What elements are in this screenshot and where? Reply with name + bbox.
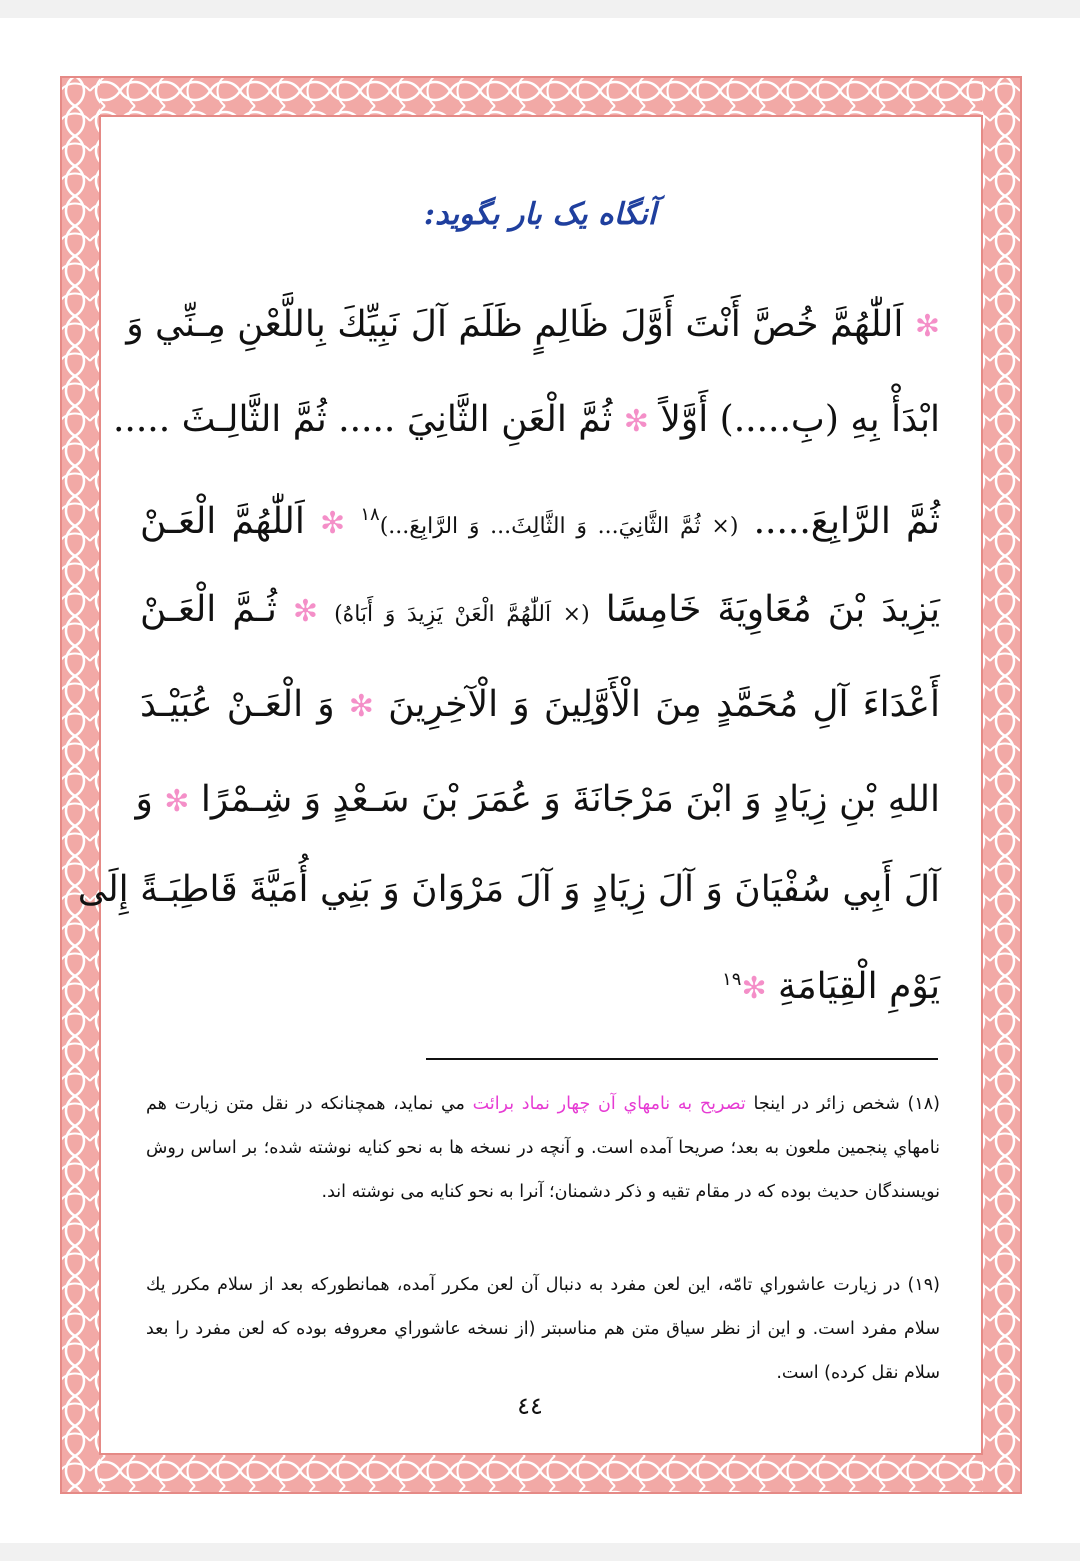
prayer-line-3 xyxy=(140,475,940,555)
page-content xyxy=(77,185,940,1445)
star-ornament-icon: ✻ xyxy=(623,404,649,439)
prayer-line-7 xyxy=(77,850,940,930)
footnote-18 xyxy=(146,1082,940,1214)
footnote-separator xyxy=(426,1058,938,1060)
star-ornament-icon: ✻ xyxy=(320,506,346,541)
prayer-text: ابْدَأْ بِهِ (بِ.....) أَوَّلاً xyxy=(660,399,940,440)
star-ornament-icon: ✻ xyxy=(914,309,940,344)
footnote-number: (١٩) xyxy=(907,1275,940,1295)
page-number: ٤٤ xyxy=(517,1392,543,1420)
footnote-number: (١٨) xyxy=(907,1094,940,1114)
prayer-line-4 xyxy=(140,570,940,650)
prayer-text: اَللّٰهُمَّ خُصَّ أَنْتَ أَوَّلَ ظَالِمٍ ظَلَمَ آلَ نَبِيِّكَ بِاللَّعْنِ مِـنِّي وَ xyxy=(126,304,904,345)
prayer-text: يَزِيدَ بْنَ مُعَاوِيَةَ خَامِسًا xyxy=(605,589,940,630)
star-ornament-icon: ✻ xyxy=(741,971,767,1006)
prayer-text: وَ الْعَـنْ عُبَيْـدَ xyxy=(140,684,335,725)
prayer-text: يَوْمِ الْقِيَامَةِ xyxy=(778,966,940,1007)
prayer-text: ثُـمَّ الْعَـنْ xyxy=(140,589,277,630)
page-heading: آنگاه یک بار بگوید: xyxy=(423,197,657,232)
prayer-text: اَللّٰهُمَّ الْعَـنْ xyxy=(140,501,305,542)
prayer-text: وَ xyxy=(135,779,153,820)
variant-note: (× اَللّٰهُمَّ الْعَنْ يَزِيدَ وَ أَبَاهُ) xyxy=(334,602,590,627)
prayer-line-2 xyxy=(112,380,940,460)
variant-note: (× ثُمَّ الثَّانِيَ... وَ الثَّالِثَ... وَ الرَّابِعَ...) xyxy=(379,514,739,539)
prayer-text: ثُمَّ الْعَنِ الثَّانِيَ ..... ثُمَّ الثَّالِـثَ ..... xyxy=(112,399,613,440)
star-ornament-icon: ✻ xyxy=(164,784,190,819)
status-bar xyxy=(0,0,1080,18)
footnote-text: شخص زائر در اينجا xyxy=(753,1094,900,1114)
star-ornament-icon: ✻ xyxy=(348,689,374,724)
prayer-text: آلَ أَبِي سُفْيَانَ وَ آلَ زِيَادٍ وَ آلَ مَرْوَانَ وَ بَنِي أُمَيَّةَ قَاطِبَـةً إِلَى xyxy=(77,869,940,910)
footnote-ref-19[interactable]: ١٩ xyxy=(722,969,742,990)
prayer-line-8 xyxy=(140,940,940,1020)
prayer-text: أَعْدَاءَ آلِ مُحَمَّدٍ مِنَ الْأَوَّلِينَ وَ الْآخِرِينَ xyxy=(388,684,940,725)
star-ornament-icon: ✻ xyxy=(292,594,319,629)
bottom-bar xyxy=(0,1543,1080,1561)
footnote-ref-18[interactable]: ١٨ xyxy=(360,504,380,525)
prayer-line-1 xyxy=(126,285,940,365)
footnote-highlight: تصريح به نامهاي آن چهار نماد برائت xyxy=(472,1094,746,1114)
footnote-text: مي نمايد، همچنانكه در نقل متن زيارت هم نامهاي پنجمين ملعون به بعد؛ صريحا آمده است. و آنچه در نسخه ها به نحو كنايه نوشته شده؛ بر اساس روش نويسندگان حديث بوده كه در مقام تقيه و ذكر دشمنان؛ آنرا به نحو كنايه مى نوشته اند. xyxy=(146,1094,940,1202)
prayer-line-5 xyxy=(140,665,940,745)
footnote-19 xyxy=(146,1263,940,1395)
footnote-text: در زيارت عاشوراي تامّه، اين لعن مفرد به دنبال آن لعن مكرر آمده، همانطوركه بعد از سلام مكرر يك سلام مفرد است. و اين از نظر سياق متن هم مناسبتر (از نسخه عاشوراي معروفه بوده كه لعن مفرد را بعد سلام نقل كرده) است. xyxy=(146,1275,940,1383)
prayer-text: اللهِ بْنِ زِيَادٍ وَ ابْنَ مَرْجَانَةَ وَ عُمَرَ بْنَ سَـعْدٍ وَ شِـمْرًا xyxy=(200,779,940,820)
prayer-text: ثُمَّ الرَّابِعَ..... xyxy=(753,501,940,542)
prayer-line-6 xyxy=(135,760,940,840)
